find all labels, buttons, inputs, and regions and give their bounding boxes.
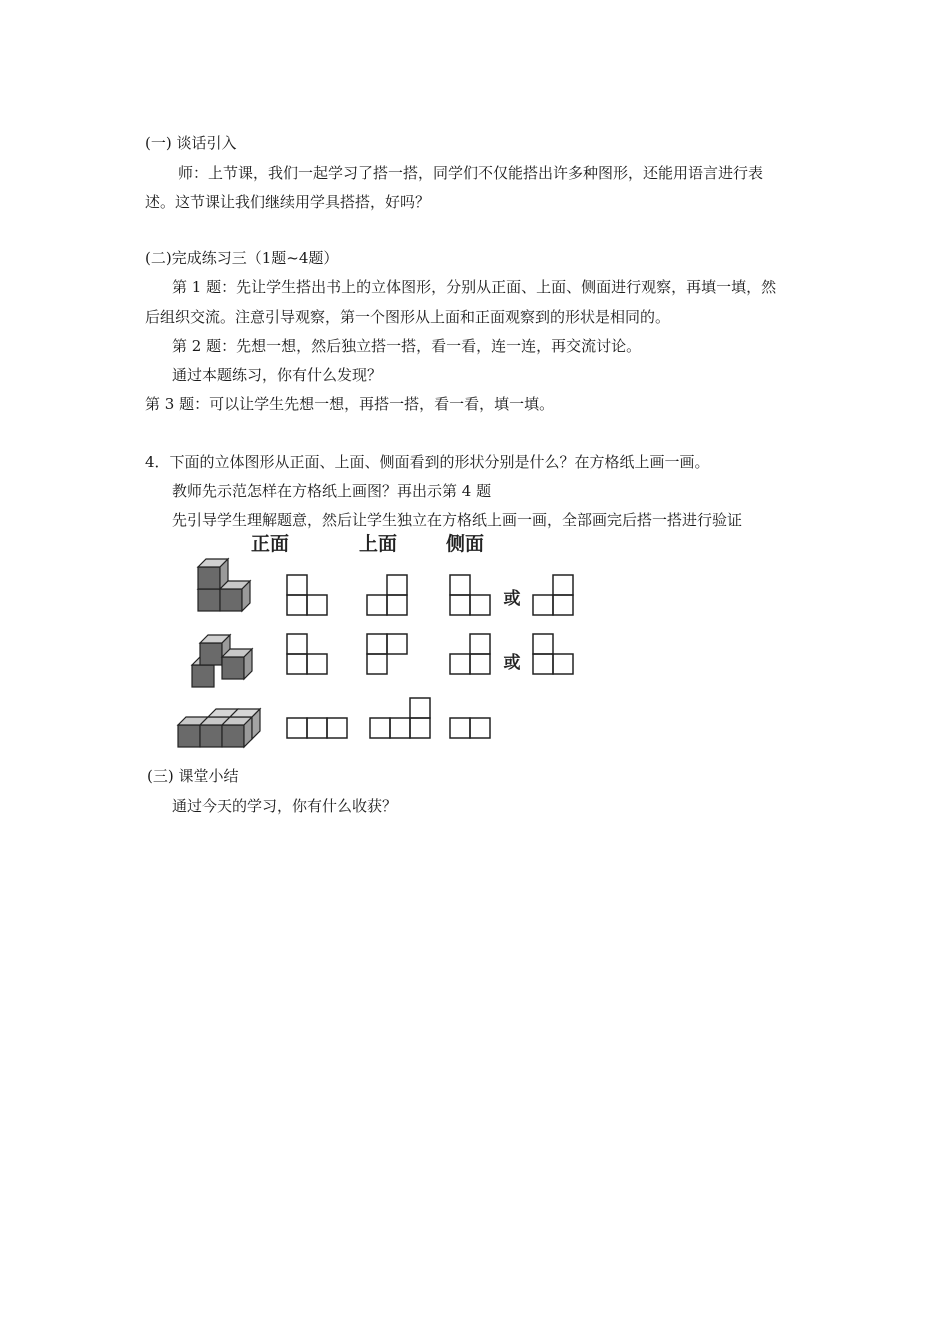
question-2: 第 2 题：先想一想，然后独立搭一搭，看一看，连一连，再交流讨论。 [172,337,642,355]
side-view-3 [450,718,490,738]
question-1-line-1: 第 1 题：先让学生搭出书上的立体图形，分别从正面、上面、侧面进行观察，再填一填，然 [172,278,777,296]
header-top-view: 上面 [358,533,398,555]
question-4-title: 4．下面的立体图形从正面、上面、侧面看到的形状分别是什么？在方格纸上画一画。 [145,453,710,471]
header-side-view: 侧面 [445,533,485,555]
or-label-2: 或 [503,653,521,673]
question-1-line-2: 后组织交流。注意引导观察，第一个图形从上面和正面观察到的形状是相同的。 [145,308,671,326]
section-1-heading: (一) 谈话引入 [145,134,237,152]
section-3-text: 通过今天的学习，你有什么收获？ [172,797,398,815]
question-3: 第 3 题：可以让学生先想一想，再搭一搭，看一看，填一填。 [145,395,555,413]
side-view-2a [450,634,490,674]
header-front-view: 正面 [250,533,290,555]
front-view-2 [287,634,327,674]
question-2-followup: 通过本题练习，你有什么发现？ [172,366,383,384]
views-figure [170,527,590,757]
question-4-line-3: 先引导学生理解题意，然后让学生独立在方格纸上画一画，全部画完后搭一搭进行验证 [172,511,743,529]
top-view-2 [367,634,407,674]
front-view-3 [287,718,347,738]
top-view-3 [370,698,430,738]
or-label-1: 或 [503,589,521,609]
top-view-1 [367,575,407,615]
section-1-paragraph-line-1: 师：上节课，我们一起学习了搭一搭，同学们不仅能搭出许多种图形，还能用语言进行表 [178,164,764,182]
section-1-paragraph-line-2: 述。这节课让我们继续用学具搭搭，好吗？ [145,193,431,211]
section-2-heading: (二)完成练习三（1题~4题） [145,249,339,267]
solid-figure-3 [178,709,260,747]
solid-figure-2 [192,635,252,687]
side-view-2b [533,634,573,674]
question-4-line-2: 教师先示范怎样在方格纸上画图？再出示第 4 题 [172,482,492,500]
front-view-1 [287,575,327,615]
side-view-1b [533,575,573,615]
side-view-1a [450,575,490,615]
solid-figure-1 [198,559,250,611]
section-3-heading: (三) 课堂小结 [147,767,239,785]
